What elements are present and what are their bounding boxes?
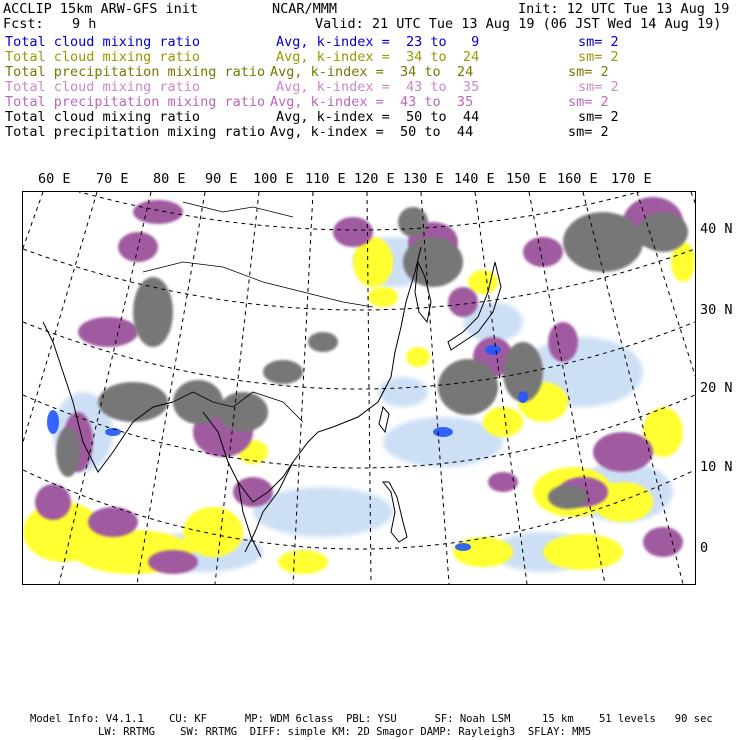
- field-sm: sm= 2: [568, 64, 609, 80]
- product-title: ACCLIP 15km ARW-GFS init: [3, 1, 199, 17]
- lon-label: 90 E: [205, 171, 238, 187]
- lon-label: 110 E: [305, 171, 346, 187]
- lat-label: 30 N: [700, 302, 733, 318]
- field-name: Total precipitation mixing ratio: [5, 94, 266, 110]
- field-name: Total cloud mixing ratio: [5, 109, 201, 125]
- init-time: Init: 12 UTC Tue 13 Aug 19: [518, 1, 730, 17]
- model-info-line1: Model Info: V4.1.1 CU: KF MP: WDM 6class PBL: YSU SF: Noah LSM 15 km 51 levels 90 sec: [30, 713, 713, 725]
- lon-label: 150 E: [506, 171, 547, 187]
- model-info-line2: LW: RRTMG SW: RRTMG DIFF: simple KM: 2D Smagor DAMP: Rayleigh3 SFLAY: MM5: [98, 726, 592, 738]
- fcst-value: 9 h: [72, 16, 97, 32]
- forecast-map: [22, 191, 696, 585]
- field-name: Total cloud mixing ratio: [5, 79, 201, 95]
- lat-label: 40 N: [700, 221, 733, 237]
- lon-label: 60 E: [38, 171, 71, 187]
- fcst-label: Fcst:: [3, 16, 44, 32]
- lon-label: 130 E: [403, 171, 444, 187]
- field-sm: sm= 2: [578, 34, 619, 50]
- center-label: NCAR/MMM: [272, 1, 338, 17]
- field-stat: Avg, k-index = 50 to 44: [276, 109, 480, 125]
- field-sm: sm= 2: [578, 49, 619, 65]
- field-name: Total cloud mixing ratio: [5, 49, 201, 65]
- lon-label: 80 E: [153, 171, 186, 187]
- lon-label: 160 E: [557, 171, 598, 187]
- field-sm: sm= 2: [578, 79, 619, 95]
- field-name: Total precipitation mixing ratio: [5, 64, 266, 80]
- field-sm: sm= 2: [568, 124, 609, 140]
- lon-label: 170 E: [611, 171, 652, 187]
- lon-label: 100 E: [253, 171, 294, 187]
- lon-label: 120 E: [354, 171, 395, 187]
- field-stat: Avg, k-index = 23 to 9: [276, 34, 480, 50]
- lon-label: 140 E: [454, 171, 495, 187]
- field-stat: Avg, k-index = 50 to 44: [270, 124, 474, 140]
- field-sm: sm= 2: [578, 109, 619, 125]
- lat-label: 20 N: [700, 380, 733, 396]
- field-name: Total cloud mixing ratio: [5, 34, 201, 50]
- field-sm: sm= 2: [568, 94, 609, 110]
- field-name: Total precipitation mixing ratio: [5, 124, 266, 140]
- map-canvas: [23, 192, 695, 584]
- field-stat: Avg, k-index = 34 to 24: [276, 49, 480, 65]
- lat-label: 10 N: [700, 459, 733, 475]
- valid-time: Valid: 21 UTC Tue 13 Aug 19 (06 JST Wed 14 Aug 19): [315, 16, 722, 32]
- lat-label: 0: [700, 540, 709, 556]
- field-stat: Avg, k-index = 34 to 24: [270, 64, 474, 80]
- field-stat: Avg, k-index = 43 to 35: [276, 79, 480, 95]
- field-stat: Avg, k-index = 43 to 35: [270, 94, 474, 110]
- lon-label: 70 E: [96, 171, 129, 187]
